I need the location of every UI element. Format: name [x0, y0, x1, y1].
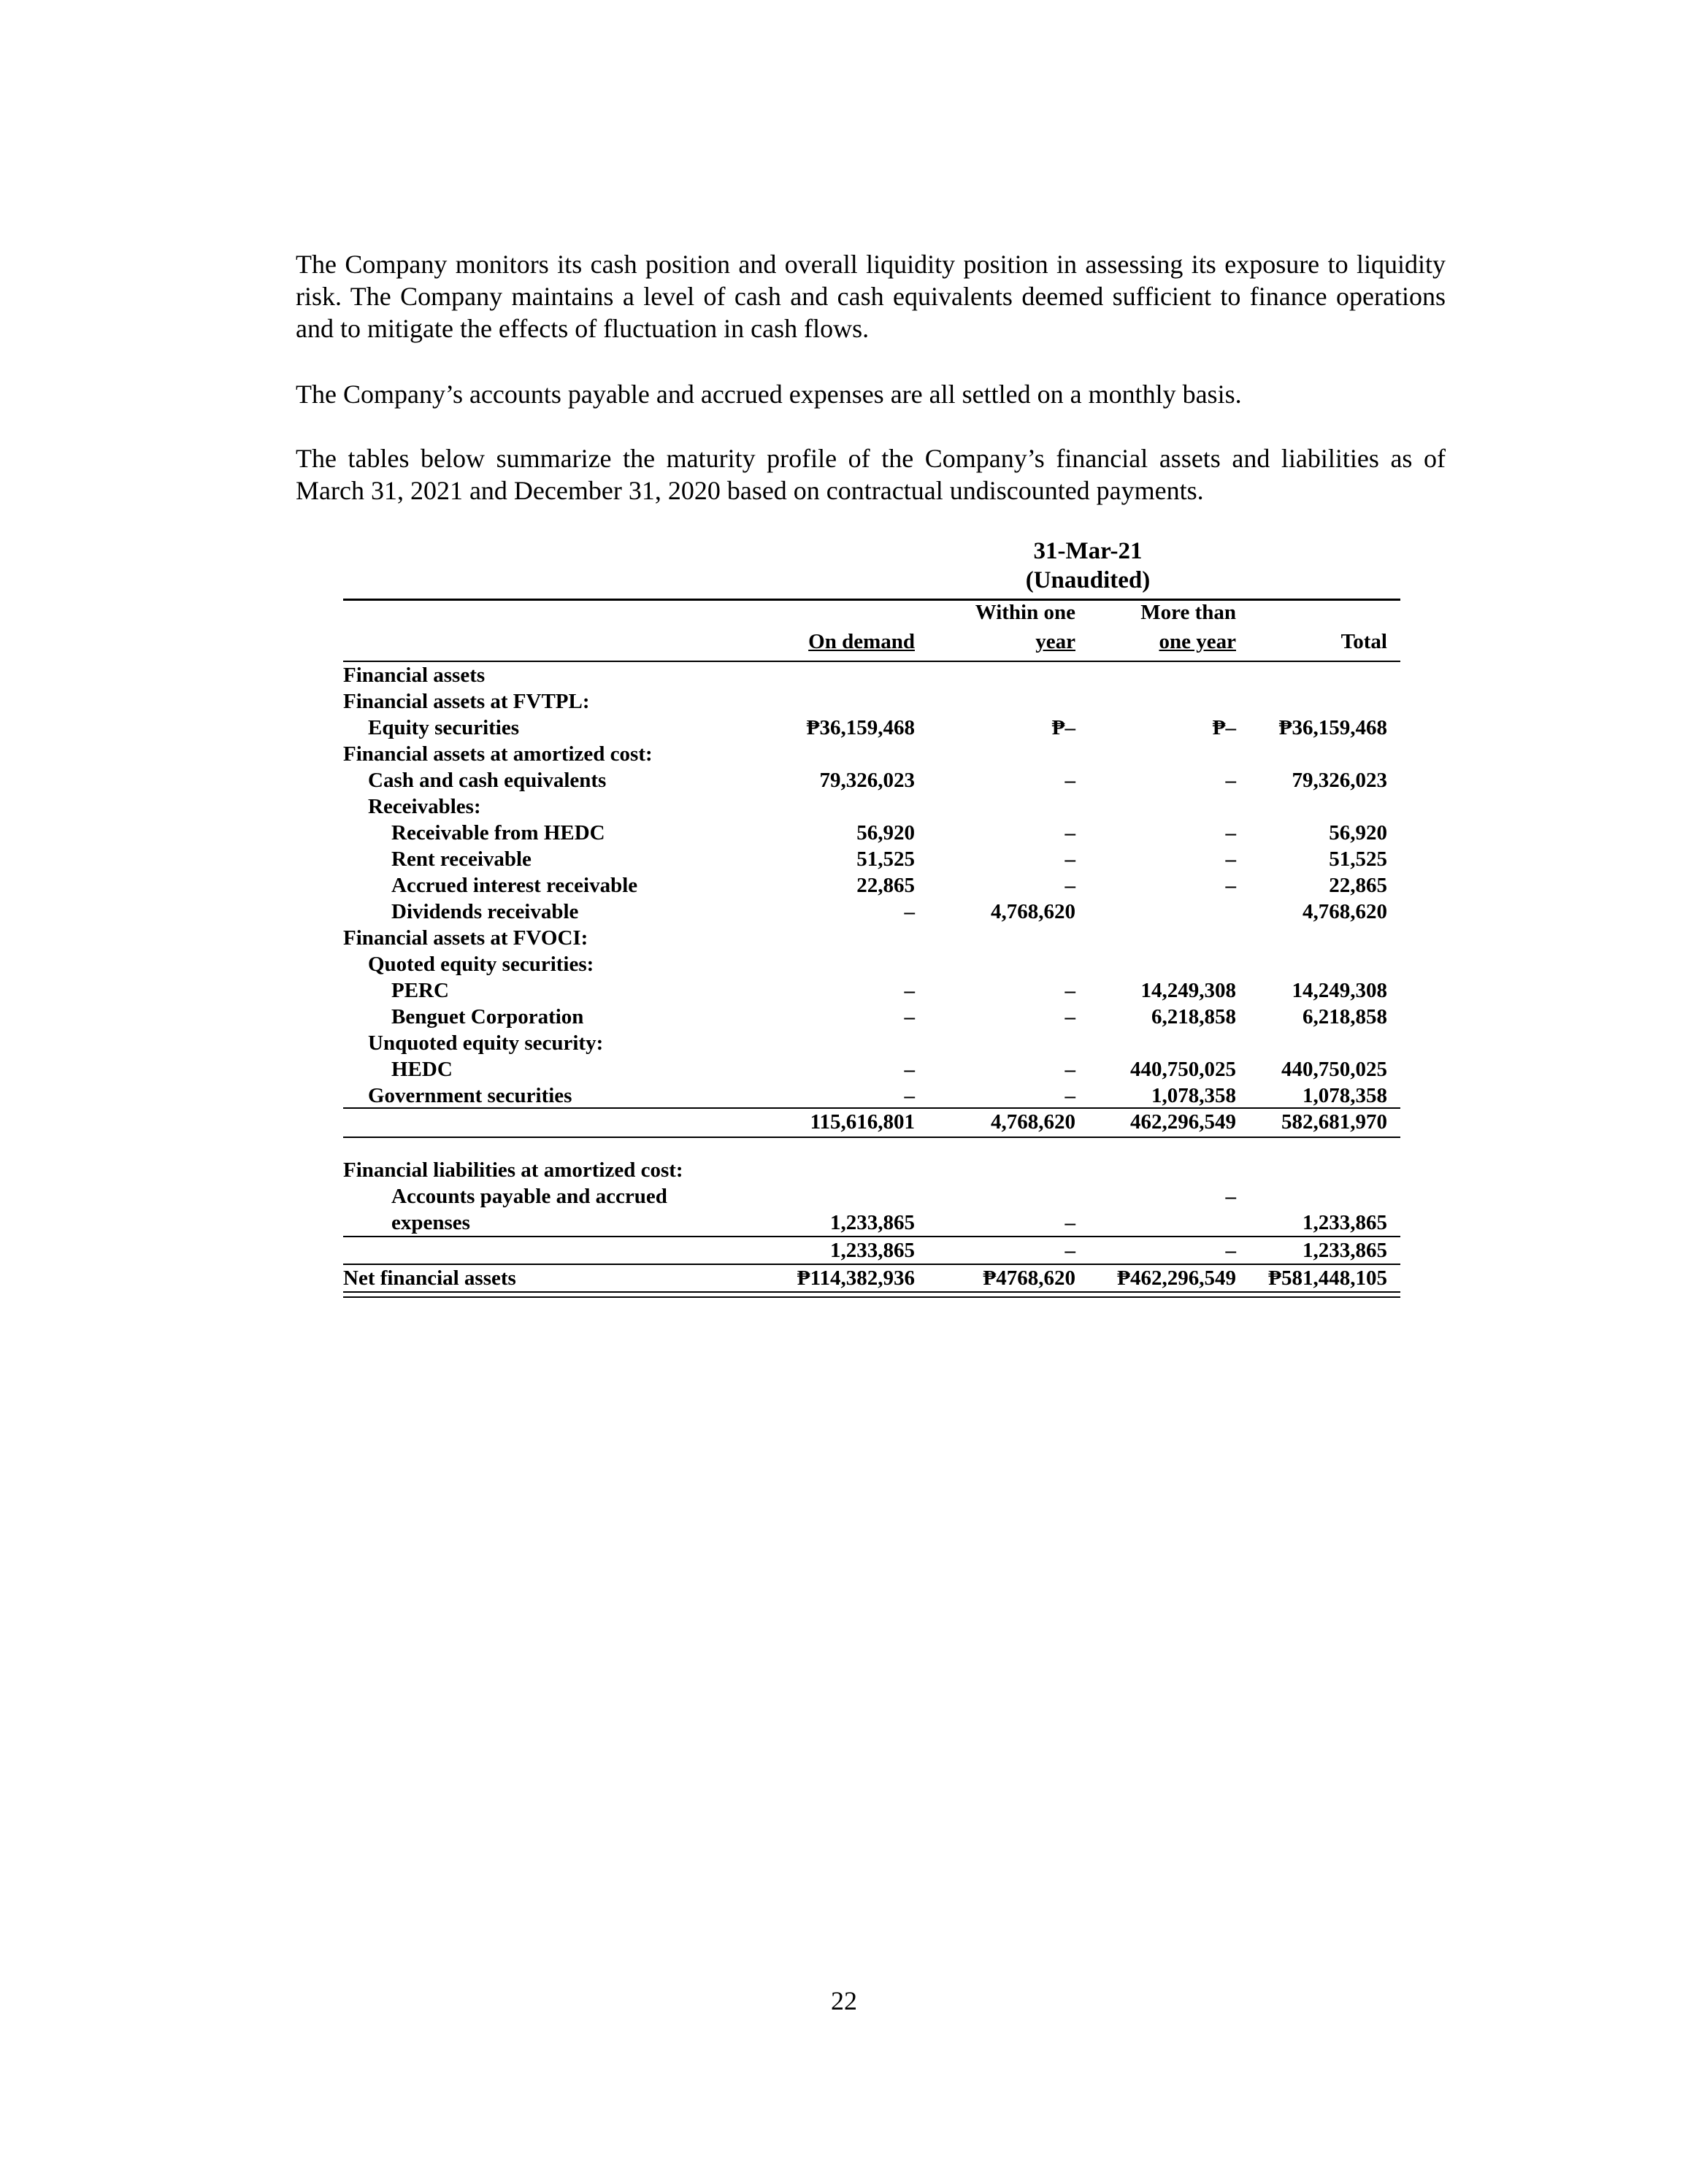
cell-within-one-year: 4,768,620	[991, 900, 1075, 923]
row-label: Financial assets	[343, 664, 486, 687]
row-label: Receivables:	[368, 795, 481, 818]
table-row	[343, 1083, 1400, 1109]
cell-on-demand: –	[904, 1058, 915, 1081]
row-label: Equity securities	[368, 716, 520, 739]
table-row	[343, 1030, 1400, 1056]
row-label: Rent receivable	[391, 847, 532, 871]
cell-total: 56,920	[1329, 821, 1387, 845]
cell-within-one-year: –	[1064, 847, 1075, 871]
cell-total: 440,750,025	[1281, 1058, 1387, 1081]
cell-more-than-one-year: 14,249,308	[1140, 979, 1236, 1002]
cell-on-demand: 79,326,023	[819, 769, 915, 792]
row-label: expenses	[391, 1211, 470, 1234]
table-row-subtotal-assets	[343, 1109, 1400, 1135]
table-row	[343, 1183, 1400, 1210]
cell-on-demand: –	[904, 1084, 915, 1107]
cell-on-demand: ₱36,159,468	[806, 716, 915, 739]
cell-more-than-one-year: ₱462,296,549	[1117, 1266, 1236, 1290]
cell-on-demand: 115,616,801	[810, 1110, 915, 1134]
cell-within-one-year: –	[1064, 1058, 1075, 1081]
cell-more-than-one-year: –	[1225, 1239, 1236, 1262]
table-row	[343, 899, 1400, 925]
row-label: Financial assets at FVTPL:	[343, 690, 590, 713]
header-top-rule	[343, 599, 1400, 601]
cell-within-one-year: ₱–	[1051, 716, 1075, 739]
cell-more-than-one-year: 440,750,025	[1130, 1058, 1236, 1081]
cell-within-one-year: –	[1064, 1239, 1075, 1262]
cell-total: 1,233,865	[1303, 1239, 1387, 1262]
cell-total: 6,218,858	[1303, 1005, 1387, 1028]
tables-intro-paragraph: The tables below summarize the maturity profile of the Company’s financial assets and liabilities as of March 31, 2021 and December 31, 2020 based on contractual undiscounted payments.	[296, 444, 1446, 505]
cell-on-demand: 1,233,865	[830, 1239, 915, 1262]
table-row	[343, 820, 1400, 846]
cell-total: 4,768,620	[1303, 900, 1387, 923]
cell-more-than-one-year: –	[1225, 847, 1236, 871]
cell-more-than-one-year: –	[1225, 874, 1236, 897]
cell-total: 22,865	[1329, 874, 1387, 897]
table-row	[343, 688, 1400, 715]
table-row	[343, 1004, 1400, 1030]
net-double-rule	[343, 1291, 1400, 1298]
table-row-subtotal-liabilities	[343, 1237, 1400, 1264]
cell-within-one-year: ₱4768,620	[983, 1266, 1075, 1290]
cell-within-one-year: –	[1064, 979, 1075, 1002]
table-row	[343, 741, 1400, 767]
row-label: Quoted equity securities:	[368, 953, 594, 976]
header-within-line1: Within one	[975, 601, 1075, 624]
table-row	[343, 951, 1400, 977]
table-row	[343, 793, 1400, 820]
row-label: Accounts payable and accrued	[391, 1185, 667, 1208]
cell-total: 14,249,308	[1292, 979, 1387, 1002]
table-header	[343, 601, 1400, 655]
row-label: Financial assets at FVOCI:	[343, 926, 588, 950]
header-on-demand: On demand	[808, 630, 915, 653]
table-row	[343, 872, 1400, 899]
table-title: 31-Mar-21	[1033, 538, 1143, 564]
table-subtitle: (Unaudited)	[1025, 567, 1151, 593]
table-row	[343, 846, 1400, 872]
header-total: Total	[1340, 630, 1387, 653]
cell-total: 51,525	[1329, 847, 1387, 871]
subtotal-bottom-rule	[343, 1137, 1400, 1138]
table-row	[343, 715, 1400, 741]
cell-total: ₱36,159,468	[1278, 716, 1387, 739]
table-row-net	[343, 1265, 1400, 1291]
row-label: Government securities	[368, 1084, 572, 1107]
cell-more-than-one-year: –	[1225, 821, 1236, 845]
cell-within-one-year: 4,768,620	[991, 1110, 1075, 1134]
cell-on-demand: –	[904, 900, 915, 923]
cell-total: 582,681,970	[1281, 1110, 1387, 1134]
cell-more-than-one-year: –	[1225, 769, 1236, 792]
row-label: Net financial assets	[343, 1266, 516, 1290]
header-more-line2: one year	[1159, 630, 1236, 653]
row-label: HEDC	[391, 1058, 453, 1081]
table-row	[343, 1056, 1400, 1083]
header-within-line2: year	[1035, 630, 1075, 653]
cell-on-demand: 1,233,865	[830, 1211, 915, 1234]
cell-on-demand: 51,525	[856, 847, 915, 871]
row-label: Receivable from HEDC	[391, 821, 605, 845]
table-row	[343, 977, 1400, 1004]
cell-within-one-year: –	[1064, 874, 1075, 897]
intro-paragraph: The Company monitors its cash position and overall liquidity position in assessing its exposure to liquidity risk. The Company maintains a level of cash and cash equivalents deemed sufficient to finance operations and to mitigate the effects of fluctuation in cash flows.	[296, 250, 1446, 343]
table-row	[343, 925, 1400, 951]
row-label: Financial liabilities at amortized cost:	[343, 1158, 683, 1182]
row-label: PERC	[391, 979, 449, 1002]
row-label: Cash and cash equivalents	[368, 769, 607, 792]
row-label: Unquoted equity security:	[368, 1031, 604, 1055]
cell-more-than-one-year: –	[1225, 1185, 1236, 1208]
cell-total: 1,078,358	[1303, 1084, 1387, 1107]
cell-within-one-year: –	[1064, 1005, 1075, 1028]
row-label: Benguet Corporation	[391, 1005, 584, 1028]
cell-more-than-one-year: 1,078,358	[1151, 1084, 1236, 1107]
table-row	[343, 1157, 1400, 1183]
cell-total: ₱581,448,105	[1268, 1266, 1387, 1290]
cell-within-one-year: –	[1064, 1211, 1075, 1234]
cell-on-demand: –	[904, 1005, 915, 1028]
row-label: Accrued interest receivable	[391, 874, 638, 897]
row-label: Dividends receivable	[391, 900, 579, 923]
cell-on-demand: 22,865	[856, 874, 915, 897]
payables-paragraph: The Company’s accounts payable and accrued expenses are all settled on a monthly basis.	[296, 380, 1242, 409]
table-row	[343, 767, 1400, 793]
header-more-line1: More than	[1140, 601, 1236, 624]
cell-more-than-one-year: ₱–	[1212, 716, 1236, 739]
cell-on-demand: –	[904, 979, 915, 1002]
cell-more-than-one-year: 6,218,858	[1151, 1005, 1236, 1028]
row-label: Financial assets at amortized cost:	[343, 742, 653, 766]
cell-total: 1,233,865	[1303, 1211, 1387, 1234]
table-row	[343, 662, 1400, 688]
cell-total: 79,326,023	[1292, 769, 1387, 792]
cell-on-demand: ₱114,382,936	[797, 1266, 915, 1290]
cell-within-one-year: –	[1064, 1084, 1075, 1107]
cell-on-demand: 56,920	[856, 821, 915, 845]
cell-more-than-one-year: 462,296,549	[1130, 1110, 1236, 1134]
cell-within-one-year: –	[1064, 821, 1075, 845]
cell-within-one-year: –	[1064, 769, 1075, 792]
table-row	[343, 1210, 1400, 1236]
page-number: 22	[831, 1986, 857, 2015]
